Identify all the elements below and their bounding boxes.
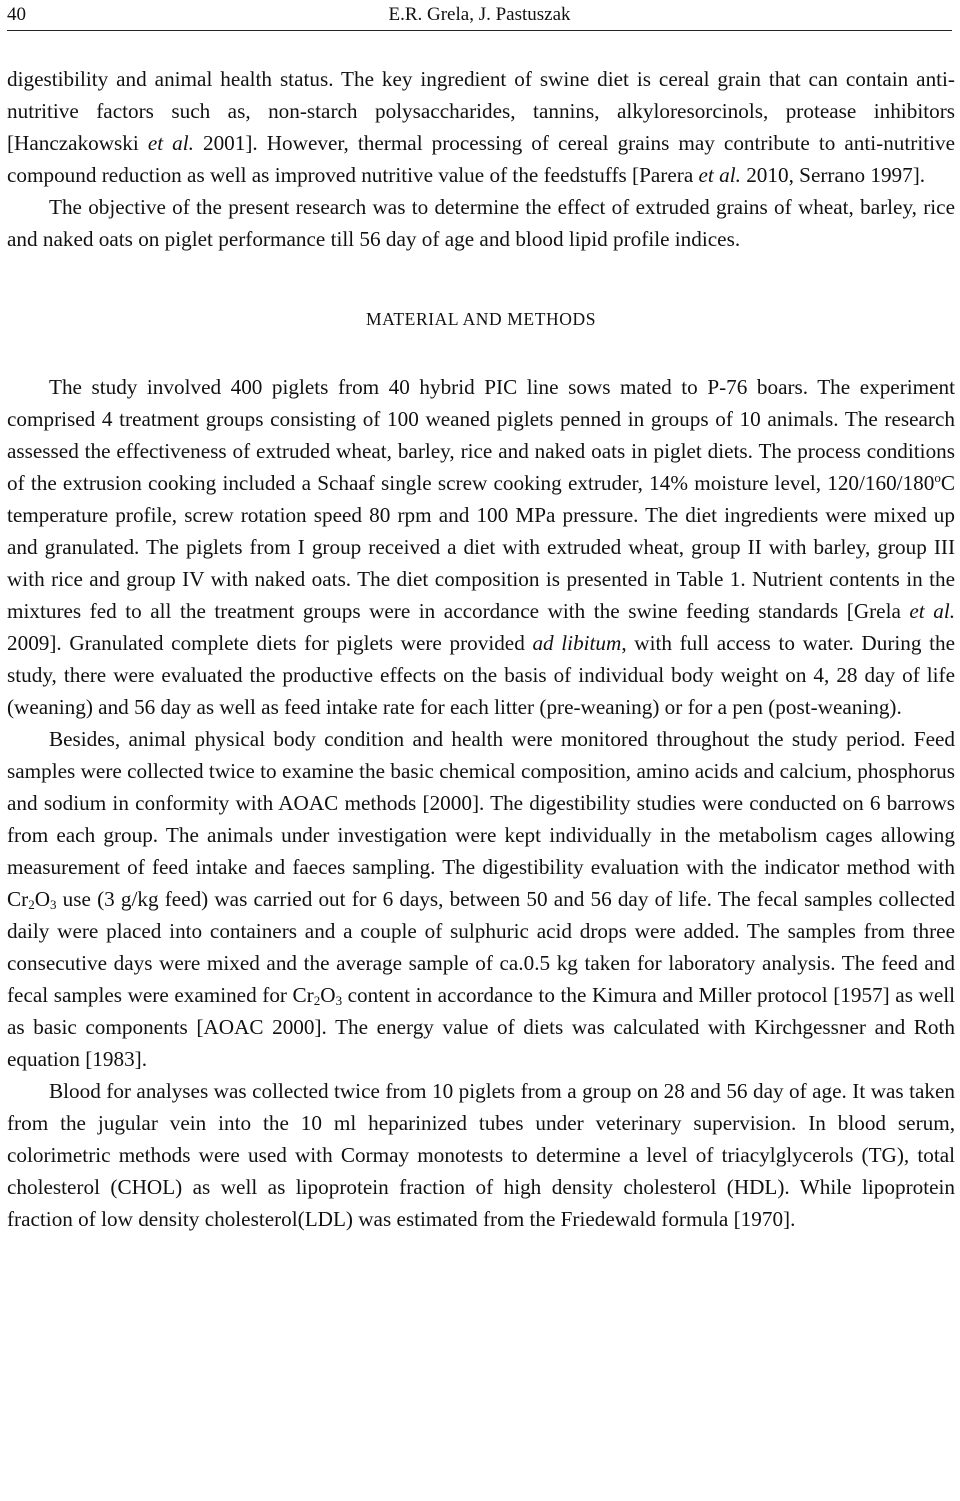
text-run: use (3 g/kg feed) was carried out for 6 days, between 50 and 56 day of life. The fecal samples collected daily were placed into containers and a couple of sulphuric acid drops were added. The samples from three consecutive days were mixed and the average sample of ca.0.5 kg taken for laboratory analysis. The feed and fecal samples were examined for Cr: [7, 887, 955, 1007]
methods-paragraph-1: [7, 371, 955, 723]
intro-paragraph-1: [7, 63, 955, 191]
text-run: O: [34, 887, 50, 911]
article-body: [7, 63, 955, 1235]
section-heading: MATERIAL AND METHODS: [365, 309, 597, 329]
text-run: Besides, animal physical body condition and health were monitored throughout the study period. Feed samples were collected twice to examine the basic chemical composition, amino acids and calcium, phosphorus and sodium in conformity with AOAC methods [2000]. The digestibility studies were conducted on 6 barrows from each group. The animals under investigation were kept individually in the metabolism cages allowing measurement of feed intake and faeces sampling. The digestibility evaluation with the indicator method with Cr: [7, 727, 955, 911]
methods-paragraph-2: [7, 723, 955, 1075]
subscript: 2: [28, 897, 35, 912]
text-run: 2009]. Granulated complete diets for piglets were provided: [7, 631, 533, 655]
text-run: digestibility and animal health status. The key ingredient of swine diet is cereal grain that can contain anti-nutritive factors such as, non-starch polysaccharides, tannins, alkyloresorcinols, protease inhibitors [Hanczakowski: [7, 67, 955, 155]
text-run: O: [320, 983, 336, 1007]
degree-superscript: o: [934, 470, 941, 485]
text-run: 2010, Serrano 1997].: [740, 163, 926, 187]
text-run: , with full access to water. During the study, there were evaluated the productive effects on the basis of individual body weight on 4, 28 day of life (weaning) and 56 day as well as feed intake rate for each litter (pre-weaning) or for a pen (post-weaning).: [7, 631, 955, 719]
ad-libitum: ad libitum: [532, 631, 622, 655]
text-run: 2001]. However, thermal processing of cereal grains may contribute to anti-nutritive compound reduction as well as improved nutritive value of the feedstuffs [Parera: [7, 131, 955, 187]
running-head-authors: E.R. Grela, J. Pastuszak: [388, 4, 571, 25]
et-al: et al.: [147, 131, 194, 155]
methods-paragraph-3: Blood for analyses was collected twice from 10 piglets from a group on 28 and 56 day of age. It was taken from the jugular vein into the 10 ml heparinized tubes under veterinary supervision. In blood serum, colorimetric methods were used with Cormay monotests to determine a level of triacylglycerols (TG), total cholesterol (CHOL) as well as lipoprotein fraction of high density cholesterol (HDL). While lipoprotein fraction of low density cholesterol(LDL) was estimated from the Friedewald formula [1970].: [7, 1079, 955, 1231]
text-run: The study involved 400 piglets from 40 hybrid PIC line sows mated to P-76 boars. The experiment comprised 4 treatment groups consisting of 100 weaned piglets penned in groups of 10 animals. The research assessed the effectiveness of extruded wheat, barley, rice and naked oats in piglet diets. The process conditions of the extrusion cooking included a Schaaf single screw cooking extruder, 14% moisture level, 120/160/180: [7, 375, 955, 495]
subscript: 3: [50, 897, 57, 912]
intro-paragraph-2: The objective of the present research was to determine the effect of extruded grains of wheat, barley, rice and naked oats on piglet performance till 56 day of age and blood lipid profile indices.: [7, 195, 955, 251]
et-al: et al.: [909, 599, 956, 623]
text-run: content in accordance to the Kimura and Miller protocol [1957] as well as basic components [AOAC 2000]. The energy value of diets was calculated with Kirchgessner and Roth equation [1983].: [7, 983, 955, 1071]
page-number: 40: [7, 4, 26, 25]
et-al: et al.: [698, 163, 741, 187]
subscript: 3: [335, 993, 343, 1008]
text-run: C temperature profile, screw rotation speed 80 rpm and 100 MPa pressure. The diet ingredients were mixed up and granulated. The piglets from I group received a diet with extruded wheat, group II with barley, group III with rice and group IV with naked oats. The diet composition is presented in Table 1. Nutrient contents in the mixtures fed to all the treatment groups were in accordance with the swine feeding standards [Grela: [7, 471, 955, 623]
subscript: 2: [313, 993, 321, 1008]
running-head: [7, 4, 952, 31]
